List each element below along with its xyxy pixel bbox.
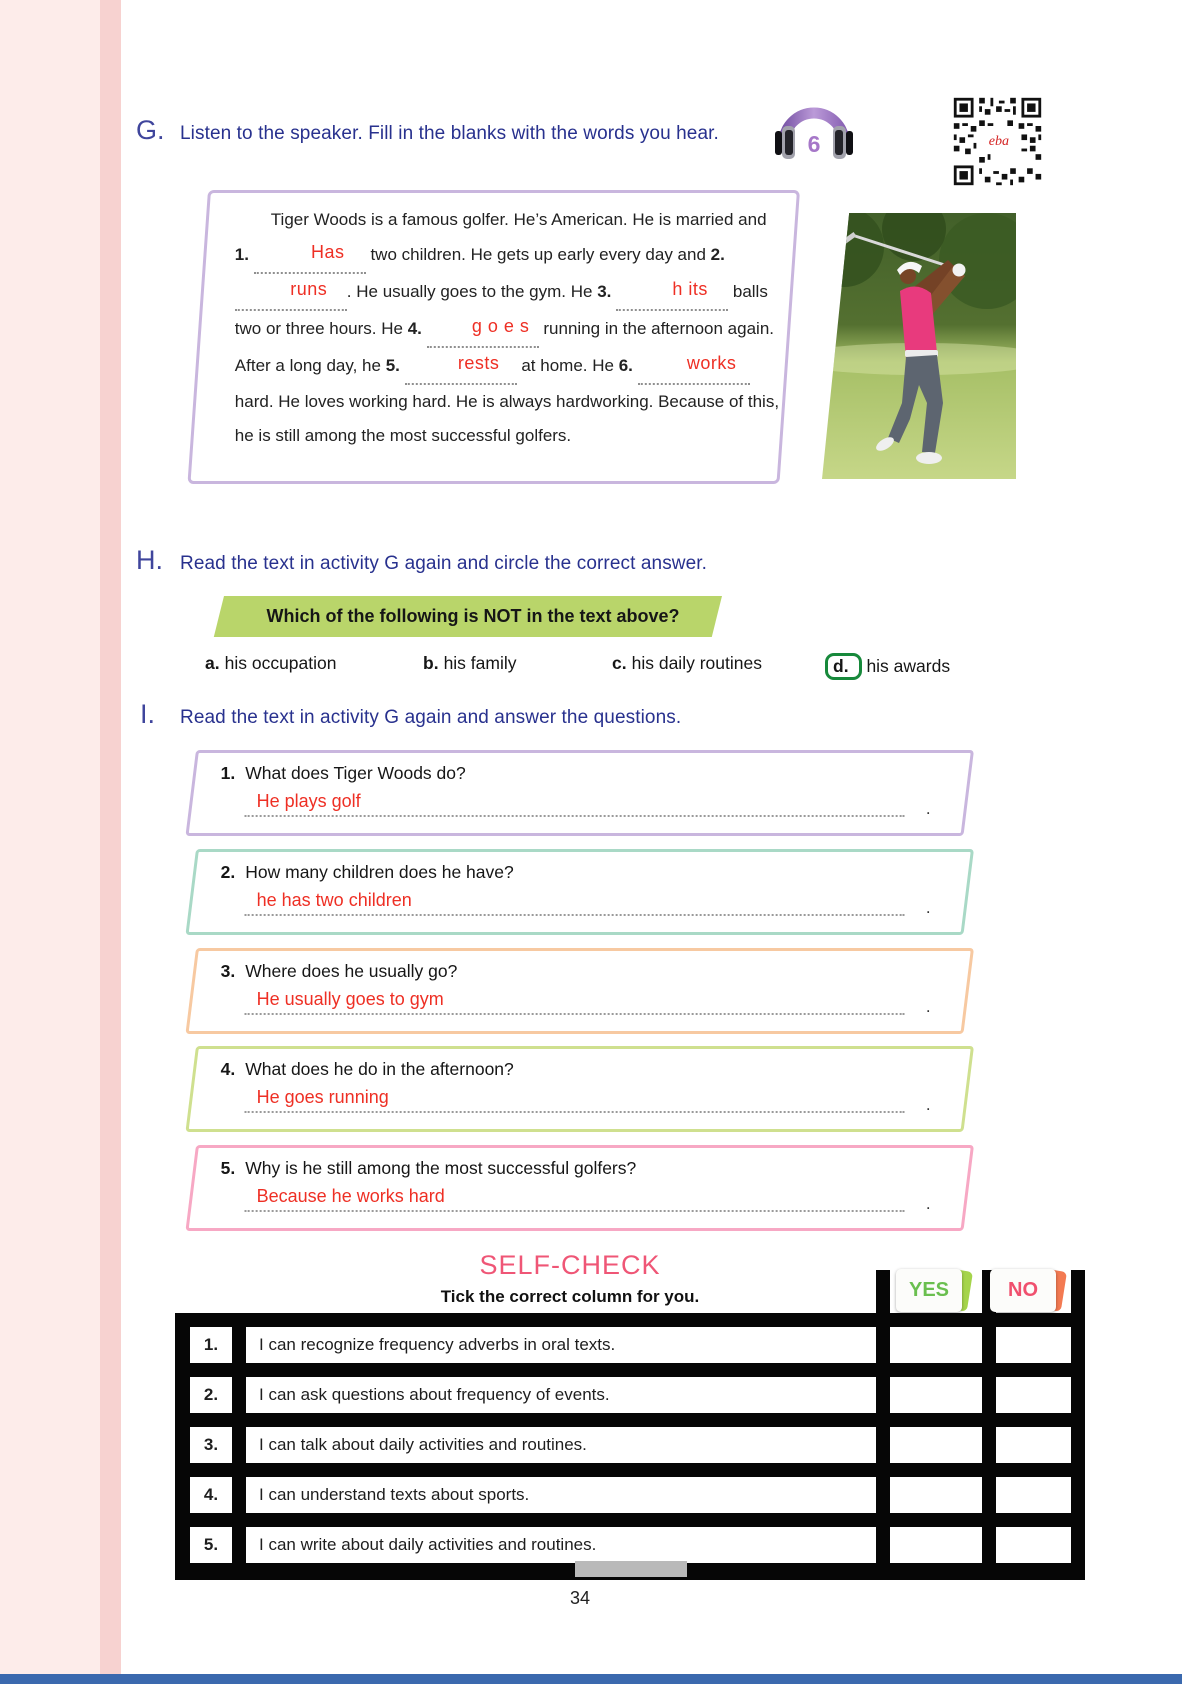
no-tick-cell-4[interactable] [996, 1477, 1071, 1513]
tiger-woods-photo [822, 213, 1016, 479]
bottom-rule [0, 1674, 1182, 1684]
question-4-number: 4. [220, 1059, 236, 1079]
option-b-label: b. [423, 653, 439, 673]
question-1 [221, 763, 466, 784]
fill-in-blank-1[interactable] [254, 237, 366, 274]
listening-passage-box [187, 190, 800, 484]
section-h-letter: H. [136, 545, 163, 575]
blank-4-answer: g o e s [471, 316, 530, 336]
row-number: 4. [190, 1477, 232, 1513]
question-3-number: 3. [220, 961, 236, 981]
self-check-table [175, 1313, 1085, 1580]
qr-code [951, 95, 1044, 188]
question-box-5 [185, 1145, 974, 1231]
blank-1-number: 1. [234, 245, 249, 264]
option-c-text: his daily routines [631, 653, 762, 673]
question-box-3 [185, 948, 974, 1034]
blank-6-number: 6. [618, 356, 633, 375]
page-number: 34 [569, 1588, 591, 1608]
section-g-instruction: Listen to the speaker. Fill in the blanks with the words you hear. [180, 123, 719, 144]
answer-5-text: Because he works hard [256, 1186, 445, 1206]
fill-in-blank-3[interactable] [616, 274, 728, 311]
yes-tick-cell-5[interactable] [890, 1527, 982, 1563]
passage-segment: two children. He gets up early every day and [370, 245, 706, 264]
question-4-text: What does he do in the afternoon? [245, 1059, 514, 1079]
answer-3-endmark: . [925, 997, 931, 1016]
yes-tick-cell-1[interactable] [890, 1327, 982, 1363]
question-box-2 [185, 849, 974, 935]
row-number: 5. [190, 1527, 232, 1563]
left-margin-stripe [100, 0, 121, 1684]
answer-1-text: He plays golf [256, 791, 361, 811]
question-2 [221, 862, 514, 883]
fill-in-blank-2[interactable] [235, 274, 347, 311]
blank-5-answer: rests [457, 353, 500, 373]
section-h-instruction: Read the text in activity G again and circle the correct answer. [180, 553, 708, 574]
self-check-title: SELF-CHECK [479, 1250, 661, 1280]
table-bottom-notch [575, 1561, 687, 1577]
blank-1-answer: Has [310, 242, 345, 262]
section-i-instruction: Read the text in activity G again and answer the questions. [180, 707, 682, 728]
question-2-text: How many children does he have? [245, 862, 514, 882]
answer-3-text: He usually goes to gym [256, 989, 444, 1009]
answer-4-endmark: . [925, 1095, 931, 1114]
yes-tick-cell-3[interactable] [890, 1427, 982, 1463]
table-column-bar [1071, 1270, 1085, 1315]
fill-in-blank-5[interactable] [405, 348, 517, 385]
answer-1-endmark: . [925, 799, 931, 818]
passage-text [235, 203, 781, 453]
row-number: 2. [190, 1377, 232, 1413]
audio-track-number: 6 [807, 131, 821, 157]
banner-text: Which of the following is NOT in the text above? [266, 606, 680, 626]
row-statement: I can ask questions about frequency of events. [246, 1377, 876, 1413]
qr-logo-text: eba [988, 133, 1010, 150]
section-g-letter: G. [136, 115, 165, 145]
self-check-subtitle: Tick the correct column for you. [440, 1287, 700, 1306]
option-a[interactable] [205, 653, 337, 674]
yes-tick-cell-2[interactable] [890, 1377, 982, 1413]
option-d[interactable] [833, 653, 950, 680]
no-column-tab [990, 1269, 1056, 1312]
option-a-text: his occupation [224, 653, 337, 673]
row-statement: I can understand texts about sports. [246, 1477, 876, 1513]
blank-4-number: 4. [407, 319, 422, 338]
no-tab-label: NO [990, 1269, 1056, 1312]
blank-3-answer: h its [672, 279, 708, 299]
answer-4-text: He goes running [256, 1087, 389, 1107]
passage-segment: hard. He loves working hard. He is always hardworking. Because of this, he is still among the most successful golfers. [234, 392, 780, 445]
row-statement: I can talk about daily activities and routines. [246, 1427, 876, 1463]
blank-2-answer: runs [290, 279, 328, 299]
yes-column-tab [896, 1269, 962, 1312]
option-c[interactable] [612, 653, 762, 674]
question-1-number: 1. [220, 763, 236, 783]
passage-segment: Tiger Woods is a famous golfer. He’s American. He is married and [270, 210, 767, 229]
table-column-bar [876, 1270, 890, 1315]
no-tick-cell-2[interactable] [996, 1377, 1071, 1413]
option-d-text: his awards [866, 656, 951, 676]
question-5 [221, 1158, 637, 1179]
blank-6-answer: works [686, 353, 737, 373]
fill-in-blank-4[interactable] [427, 311, 539, 348]
no-tick-cell-1[interactable] [996, 1327, 1071, 1363]
blank-2-number: 2. [710, 245, 725, 264]
question-box-4 [185, 1046, 974, 1132]
question-3-text: Where does he usually go? [245, 961, 458, 981]
option-c-label: c. [612, 653, 627, 673]
blank-3-number: 3. [597, 282, 612, 301]
question-banner [214, 596, 722, 637]
no-tick-cell-5[interactable] [996, 1527, 1071, 1563]
no-tick-cell-3[interactable] [996, 1427, 1071, 1463]
yes-tick-cell-4[interactable] [890, 1477, 982, 1513]
row-statement: I can recognize frequency adverbs in oral texts. [246, 1327, 876, 1363]
left-margin-band [0, 0, 100, 1684]
row-statement: I can write about daily activities and routines. [246, 1527, 876, 1563]
option-d-label: d. [833, 656, 849, 676]
section-i-letter: I. [140, 699, 156, 729]
question-5-number: 5. [220, 1158, 236, 1178]
row-number: 1. [190, 1327, 232, 1363]
question-4 [221, 1059, 514, 1080]
answer-2-endmark: . [925, 898, 931, 917]
row-number: 3. [190, 1427, 232, 1463]
question-box-1 [185, 750, 974, 836]
headphones-icon[interactable] [770, 99, 858, 165]
passage-segment: at home. He [521, 356, 614, 375]
question-5-text: Why is he still among the most successful golfers? [245, 1158, 637, 1178]
option-a-label: a. [205, 653, 220, 673]
question-2-number: 2. [220, 862, 236, 882]
question-1-text: What does Tiger Woods do? [245, 763, 466, 783]
option-b[interactable] [423, 653, 517, 674]
answer-circle-mark [825, 653, 862, 680]
question-3 [221, 961, 458, 982]
passage-segment: running in the afternoon again. After a long day, he [234, 319, 775, 375]
blank-5-number: 5. [385, 356, 400, 375]
answer-5-endmark: . [925, 1194, 931, 1213]
yes-tab-label: YES [896, 1269, 962, 1312]
passage-segment: . He usually goes to the gym. He [346, 282, 593, 301]
option-b-text: his family [443, 653, 517, 673]
answer-2-text: he has two children [256, 890, 412, 910]
fill-in-blank-6[interactable] [638, 348, 750, 385]
passage-segment: balls two or three hours. He [234, 282, 768, 338]
